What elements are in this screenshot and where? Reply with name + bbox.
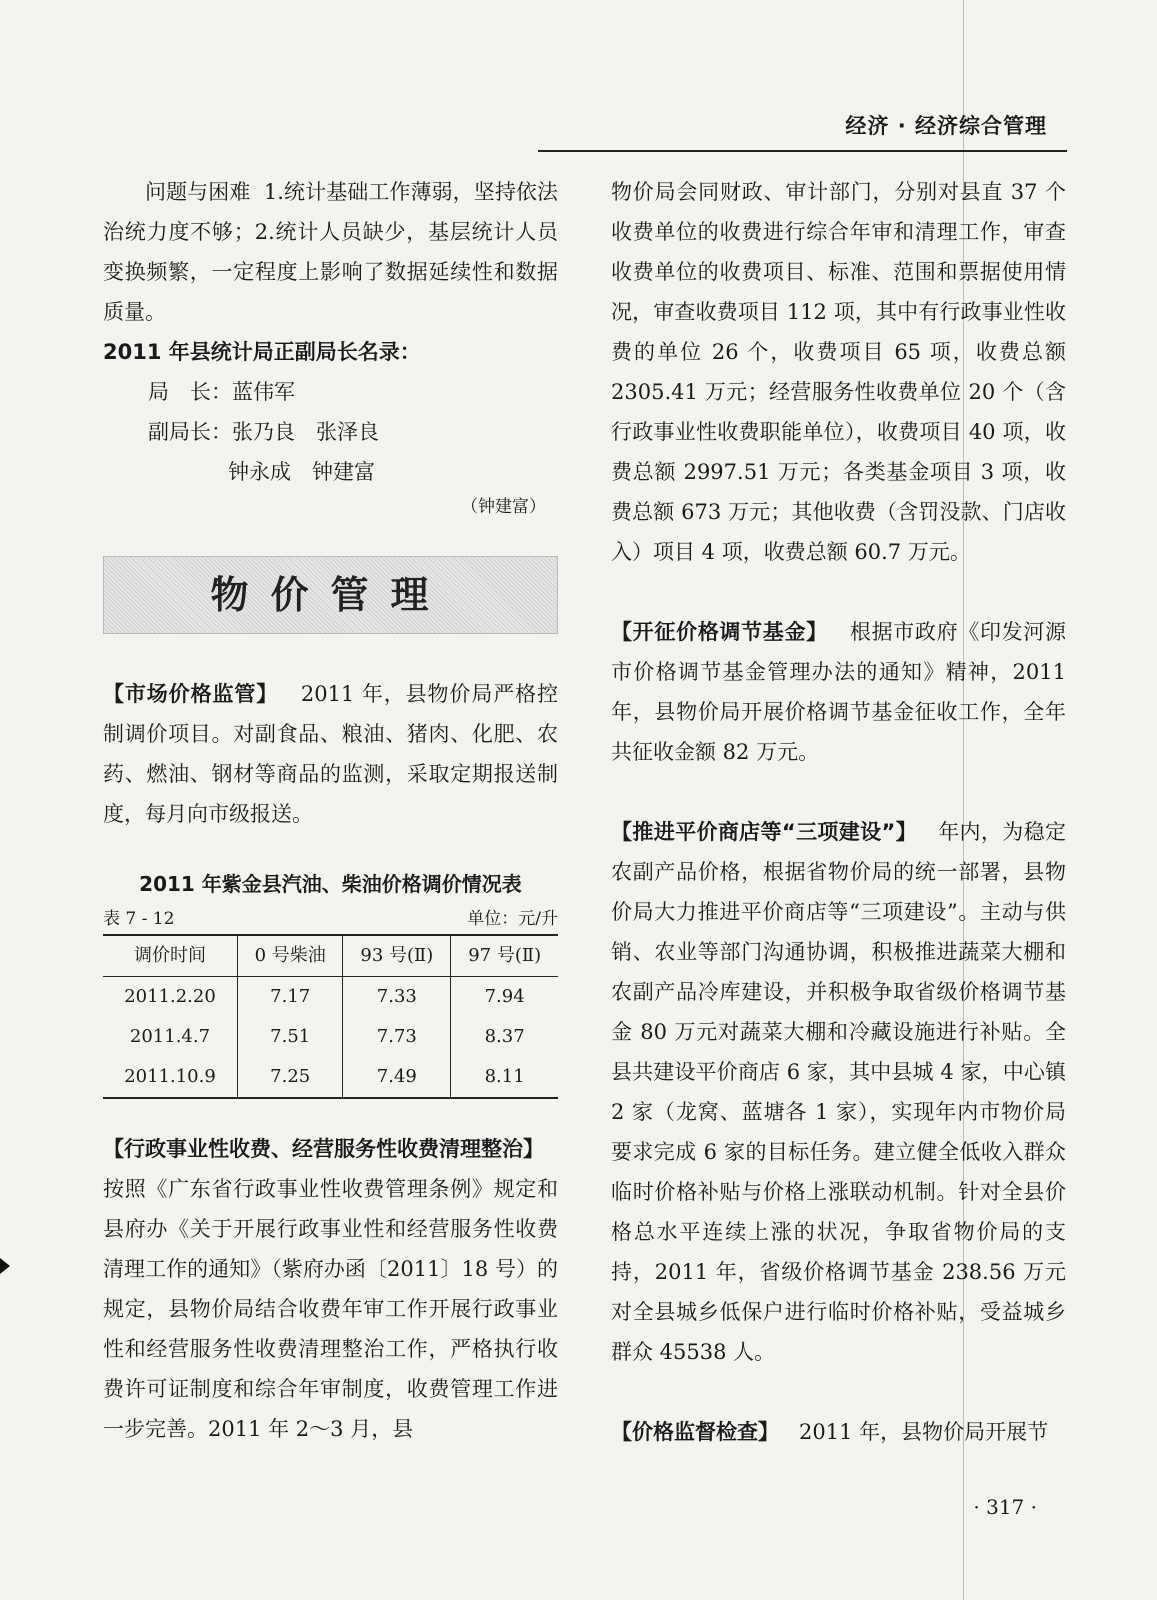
inspection-paragraph xyxy=(611,1412,1066,1452)
table-row xyxy=(103,977,558,1018)
problems-head: 问题与困难 xyxy=(145,180,251,204)
inspection-text: 2011 年，县物价局开展节 xyxy=(799,1420,1049,1444)
right-column xyxy=(611,172,1066,1452)
stores-text: 年内，为稳定农副产品价格，根据省物价局的统一部署，县物价局大力推进平价商店等“三项建设”。主动与供销、农业等部门沟通协调，积极推进蔬菜大棚和农副产品冷库建设，并积极争取省级价格调节基金 80 万元对蔬菜大棚和冷藏设施进行补贴。全县共建设平价商店 6 家，其中县城 4 家，中心镇 2 家（龙窝、蓝塘各 1 家），实现年内市物价局要求完成 6 家的目标任务。建立健全低收入群众临时价格补贴与价格上涨联动机制。针对全县价格总水平连续上涨的状况，争取省物价局的支持，2011 年，省级价格调节基金 238.56 万元对全县城乡低保户进行临时价格补贴，受益城乡群众 45538 人。 xyxy=(611,820,1067,1364)
table-header-cell: 0 号柴油 xyxy=(237,935,342,977)
roster-director: 局 长：蓝伟军 xyxy=(148,380,295,404)
inspection-head: 【价格监督检查】 xyxy=(611,1420,779,1444)
fees-head: 【行政事业性收费、经营服务性收费清理整治】 xyxy=(103,1137,544,1161)
section-banner xyxy=(103,556,558,634)
fund-text: 根据市政府《印发河源市价格调节基金管理办法的通知》精神，2011 年，县物价局开展价格调节基金征收工作，全年共征收金额 82 万元。 xyxy=(611,620,1067,764)
fees-paragraph xyxy=(103,1129,558,1449)
table-cell: 7.94 xyxy=(451,977,558,1018)
fund-paragraph xyxy=(611,612,1066,772)
table-cell: 7.25 xyxy=(237,1057,342,1098)
market-text: 2011 年，县物价局严格控制调价项目。对副食品、粮油、猪肉、化肥、农药、燃油、钢材等商品的监测，采取定期报送制度，每月向市级报送。 xyxy=(103,682,558,826)
running-header: 经济 · 经济综合管理 xyxy=(845,114,1047,138)
table-title: 2011 年紫金县汽油、柴油价格调价情况表 xyxy=(139,872,522,896)
problems-text: 1.统计基础工作薄弱，坚持依法治统力度不够；2.统计人员缺少，基层统计人员变换频繁，一定程度上影响了数据延续性和数据质量。 xyxy=(103,180,558,324)
fees-text: 按照《广东省行政事业性收费管理条例》规定和县府办《关于开展行政事业性和经营服务性收费清理工作的通知》（紫府办函〔2011〕18 号）的规定，县物价局结合收费年审工作开展行政事业性和经营服务性收费清理整治工作，严格执行收费许可证制度和综合年审制度，收费管理工作进一步完善。2011 年 2～3 月，县 xyxy=(103,1177,558,1441)
stores-paragraph xyxy=(611,812,1066,1372)
price-table xyxy=(103,934,558,1099)
market-head: 【市场价格监管】 xyxy=(103,682,279,706)
stores-head: 【推进平价商店等“三项建设”】 xyxy=(611,820,918,844)
table-cell: 7.33 xyxy=(343,977,451,1018)
roster-deputies-line1: 副局长：张乃良 张泽良 xyxy=(148,420,379,444)
table-header-cell: 调价时间 xyxy=(133,945,206,966)
table-row xyxy=(103,1057,558,1098)
table-cell: 2011.4.7 xyxy=(129,1026,211,1047)
left-column xyxy=(103,172,558,1449)
table-cell: 8.11 xyxy=(451,1057,558,1098)
binding-mark xyxy=(0,1258,10,1274)
table-number: 表 7 - 12 xyxy=(103,909,175,929)
table-cell: 7.51 xyxy=(237,1017,342,1057)
table-header-cell: 97 号(Ⅱ) xyxy=(451,935,558,977)
table-cell: 7.73 xyxy=(343,1017,451,1057)
table-row xyxy=(103,1017,558,1057)
problems-paragraph xyxy=(103,172,558,332)
table-header-cell: 93 号(Ⅱ) xyxy=(343,935,451,977)
table-cell: 8.37 xyxy=(451,1017,558,1057)
page-number: · 317 · xyxy=(973,1495,1037,1519)
table-unit: 单位：元/升 xyxy=(467,909,558,929)
market-paragraph xyxy=(103,674,558,834)
table-header-row xyxy=(103,935,558,977)
table-cell: 7.49 xyxy=(343,1057,451,1098)
table-cell: 2011.2.20 xyxy=(124,986,216,1007)
section-banner-title: 物价管理 xyxy=(210,573,451,617)
fund-head: 【开征价格调节基金】 xyxy=(611,620,828,644)
author-signature: （钟建富） xyxy=(461,497,546,517)
header-rule xyxy=(538,150,1067,152)
fees-continued: 物价局会同财政、审计部门，分别对县直 37 个收费单位的收费进行综合年审和清理工作，审查收费单位的收费项目、标准、范围和票据使用情况，审查收费项目 112 项，其中有行政事业性收费的单位 26 个，收费项目 65 项，收费总额 2305.41 万元；经营服务性收费单位 20 个（含行政事业性收费职能单位），收费项目 40 项，收费总额 2997.51 万元；各类基金项目 3 项，收费总额 673 万元；其他收费（含罚没款、门店收入）项目 4 项，收费总额 60.7 万元。 xyxy=(611,180,1066,564)
roster-title: 2011 年县统计局正副局长名录： xyxy=(103,340,421,364)
table-meta xyxy=(103,904,558,934)
table-cell: 7.17 xyxy=(237,977,342,1018)
table-cell: 2011.10.9 xyxy=(124,1066,216,1087)
roster-deputies-line2: 钟永成 钟建富 xyxy=(228,460,375,484)
